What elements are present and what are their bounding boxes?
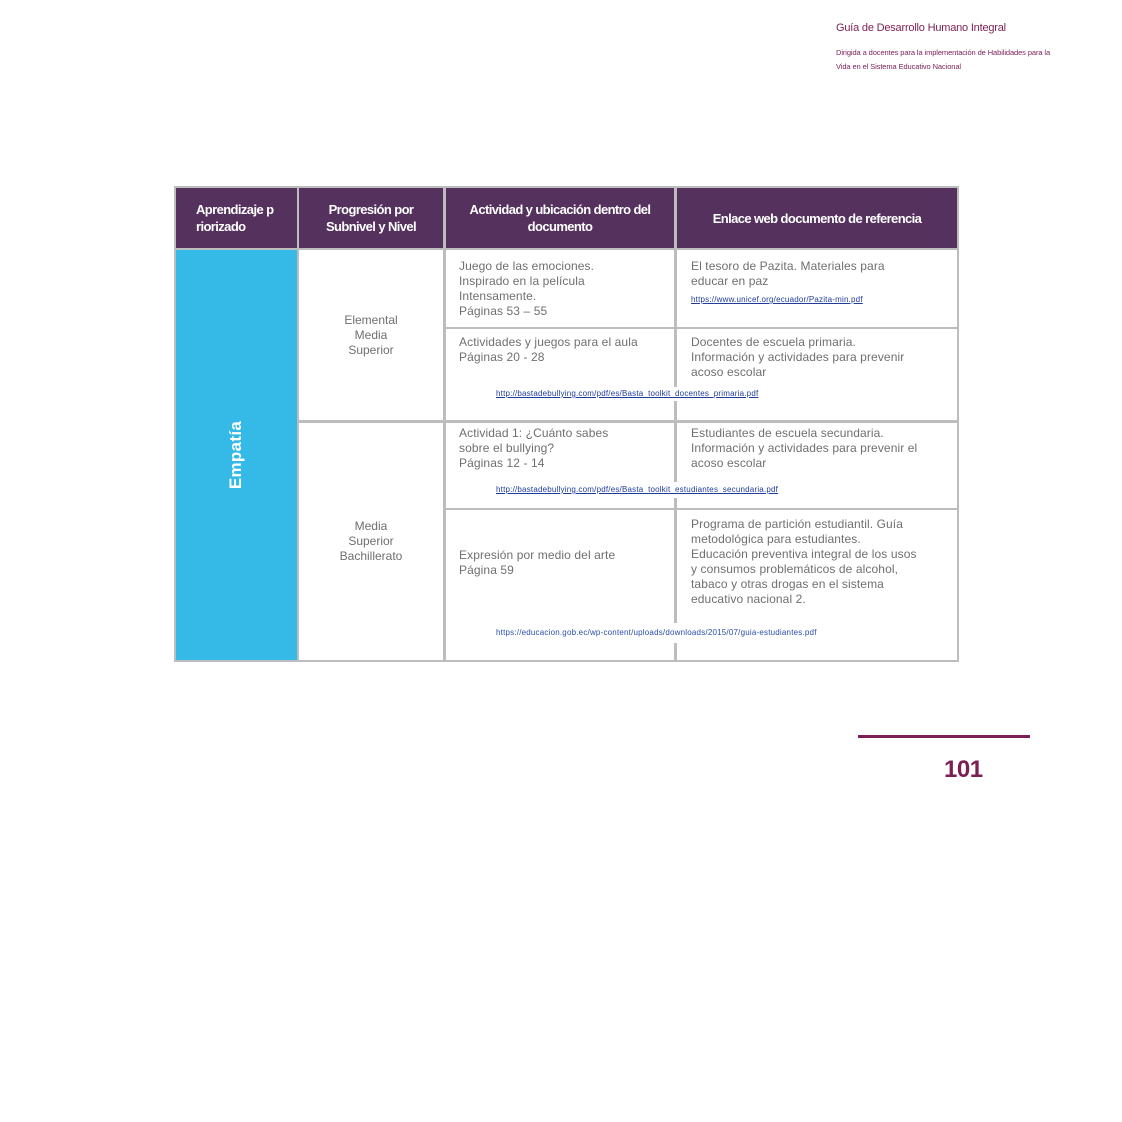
actividad-cell-4: Expresión por medio del arte Página 59 xyxy=(446,510,674,660)
enlace-cell-3: Estudiantes de escuela secundaria. Información y actividades para prevenir el acoso escolar xyxy=(677,423,957,508)
reference-table xyxy=(174,186,959,662)
document-subtitle xyxy=(836,46,1076,74)
reference-link-4[interactable]: https://educacion.gob.ec/wp-content/uploads/downloads/2015/07/guia-estudiantes.pdf xyxy=(496,628,817,637)
link-strip-2 xyxy=(446,387,957,401)
enlace-cell-4: Programa de partición estudiantil. Guía metodológica para estudiantes. Educación preventiva integral de los usos y consumos problemáticos de alcohol, tabaco y otras drogas en el sistema educativo nacional 2. xyxy=(677,510,957,660)
reference-link-1[interactable]: https://www.unicef.org/ecuador/Pazita-min.pdf xyxy=(691,295,863,304)
aprendizaje-empatia-cell xyxy=(176,250,297,660)
header-aprendizaje: Aprendizaje priorizado xyxy=(176,188,297,248)
reference-link-2[interactable]: http://bastadebullying.com/pdf/es/Basta_toolkit_docentes_primaria.pdf xyxy=(496,389,759,398)
progresion-item: Media xyxy=(354,327,388,342)
progresion-item: Elemental xyxy=(344,312,398,327)
footer-rule xyxy=(858,735,1030,738)
subtitle-line-1: Dirigida a docentes para la implementación de Habilidades para la xyxy=(836,48,1051,57)
subtitle-line-2: Vida en el Sistema Educativo Nacional xyxy=(836,62,961,71)
page-number: 101 xyxy=(944,756,983,783)
header-actividad: Actividad y ubicación dentro del documento xyxy=(446,188,674,248)
actividad-cell-1: Juego de las emociones. Inspirado en la película Intensamente. Páginas 53 – 55 xyxy=(446,250,674,327)
progresion-item: Bachillerato xyxy=(339,549,403,563)
progresion-item: Media xyxy=(354,519,388,533)
header-enlace: Enlace web documento de referencia xyxy=(677,188,957,248)
progresion-item: Superior xyxy=(348,534,394,548)
progresion-group-1 xyxy=(299,250,443,420)
actividad-cell-2: Actividades y juegos para el aula Páginas 20 - 28 xyxy=(446,329,674,420)
link-strip-4 xyxy=(446,623,957,643)
actividad-cell-3: Actividad 1: ¿Cuánto sabes sobre el bullying? Páginas 12 - 14 xyxy=(446,423,674,508)
enlace-cell-1: El tesoro de Pazita. Materiales para educar en paz https://www.unicef.org/ecuador/Pazita-min.pdf xyxy=(677,250,957,327)
reference-link-3[interactable]: http://bastadebullying.com/pdf/es/Basta_toolkit_estudiantes_secundaria.pdf xyxy=(496,485,779,494)
progresion-item: Superior xyxy=(348,342,394,357)
progresion-group-2 xyxy=(299,423,443,660)
aprendizaje-label: Empatía xyxy=(226,420,246,490)
enlace-cell-2: Docentes de escuela primaria. Información y actividades para prevenir acoso escolar xyxy=(677,329,957,420)
header-progresion: Progresión por Subnivel y Nivel xyxy=(299,188,443,248)
link-strip-3 xyxy=(446,482,957,498)
document-title: Guía de Desarrollo Humano Integral xyxy=(836,22,1006,34)
